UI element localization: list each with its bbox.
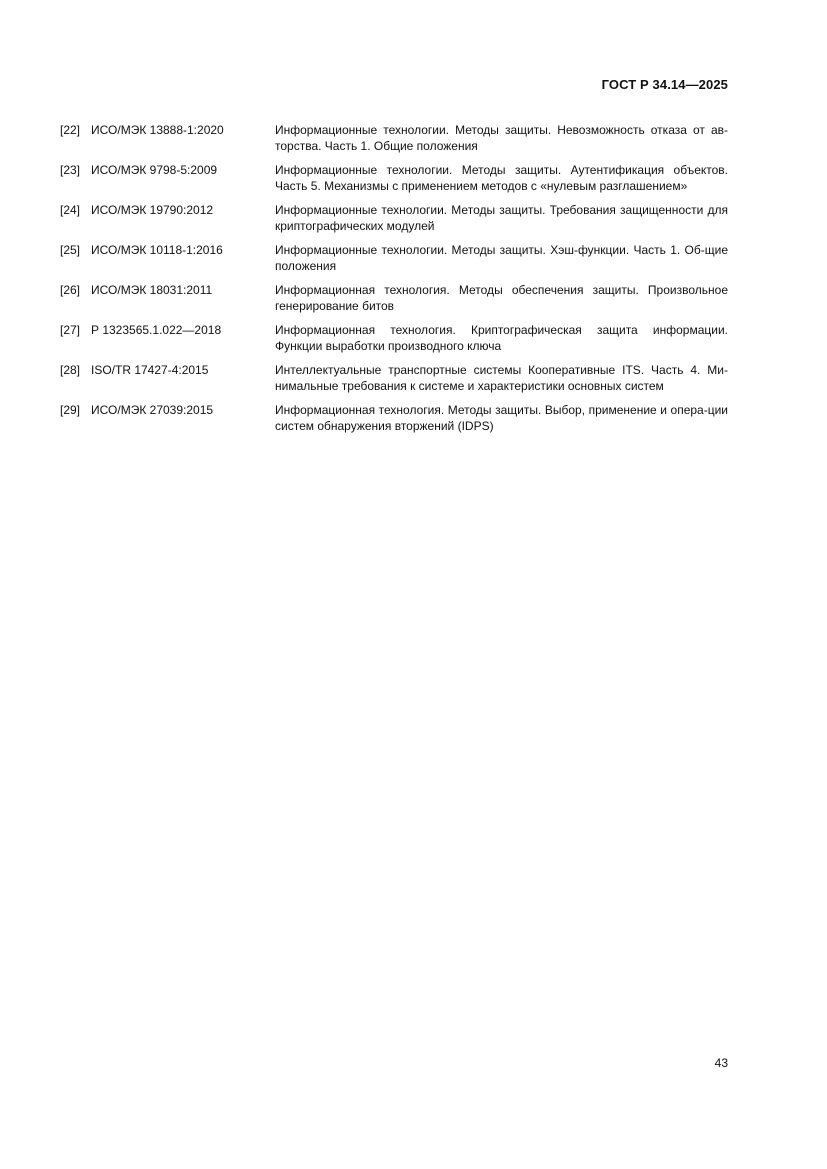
reference-number: [23]	[60, 163, 81, 177]
reference-number: [25]	[60, 243, 81, 257]
reference-number: [28]	[60, 363, 81, 377]
reference-code: ИСО/МЭК 10118-1:2016	[91, 243, 223, 257]
reference-entry	[60, 123, 728, 154]
reference-title: Информационные технологии. Методы защиты. Аутентификация объектов. Часть 5. Механизмы с применением методов с «нулевым разглашением»	[275, 163, 728, 193]
reference-entry	[60, 163, 728, 194]
reference-title: Информационная технология. Методы обеспечения защиты. Произвольное генерирование битов	[275, 283, 728, 313]
reference-code: ИСО/МЭК 18031:2011	[91, 283, 213, 297]
reference-code: ISO/TR 17427-4:2015	[91, 363, 209, 377]
reference-title: Информационные технологии. Методы защиты. Требования защищенности для криптографических модулей	[275, 203, 728, 233]
reference-number: [22]	[60, 123, 81, 137]
document-header-code: ГОСТ Р 34.14—2025	[601, 77, 728, 92]
reference-code: ИСО/МЭК 13888-1:2020	[91, 123, 224, 137]
reference-entry	[60, 363, 728, 394]
reference-code: ИСО/МЭК 9798-5:2009	[91, 163, 218, 177]
reference-entry	[60, 203, 728, 234]
reference-title: Информационная технология. Методы защиты. Выбор, применение и опера-ции систем обнаружения вторжений (IDPS)	[275, 403, 728, 433]
reference-number: [27]	[60, 323, 81, 337]
page-number: 43	[714, 1056, 728, 1070]
reference-title: Информационная технология. Криптографическая защита информации. Функции выработки производного ключа	[275, 323, 728, 353]
reference-title: Информационные технологии. Методы защиты. Невозможность отказа от ав-торства. Часть 1. Общие положения	[275, 123, 728, 153]
reference-entry	[60, 283, 728, 314]
reference-code: Р 1323565.1.022—2018	[91, 323, 222, 337]
reference-code: ИСО/МЭК 27039:2015	[91, 403, 214, 417]
reference-code: ИСО/МЭК 19790:2012	[91, 203, 214, 217]
reference-number: [24]	[60, 203, 81, 217]
reference-number: [29]	[60, 403, 81, 417]
reference-title: Интеллектуальные транспортные системы Кооперативные ITS. Часть 4. Ми-нимальные требования к системе и характеристики основных систем	[275, 363, 728, 393]
bibliography-list	[60, 123, 728, 443]
reference-entry	[60, 323, 728, 354]
reference-title: Информационные технологии. Методы защиты. Хэш-функции. Часть 1. Об-щие положения	[275, 243, 728, 273]
reference-number: [26]	[60, 283, 81, 297]
reference-entry	[60, 403, 728, 434]
reference-entry	[60, 243, 728, 274]
